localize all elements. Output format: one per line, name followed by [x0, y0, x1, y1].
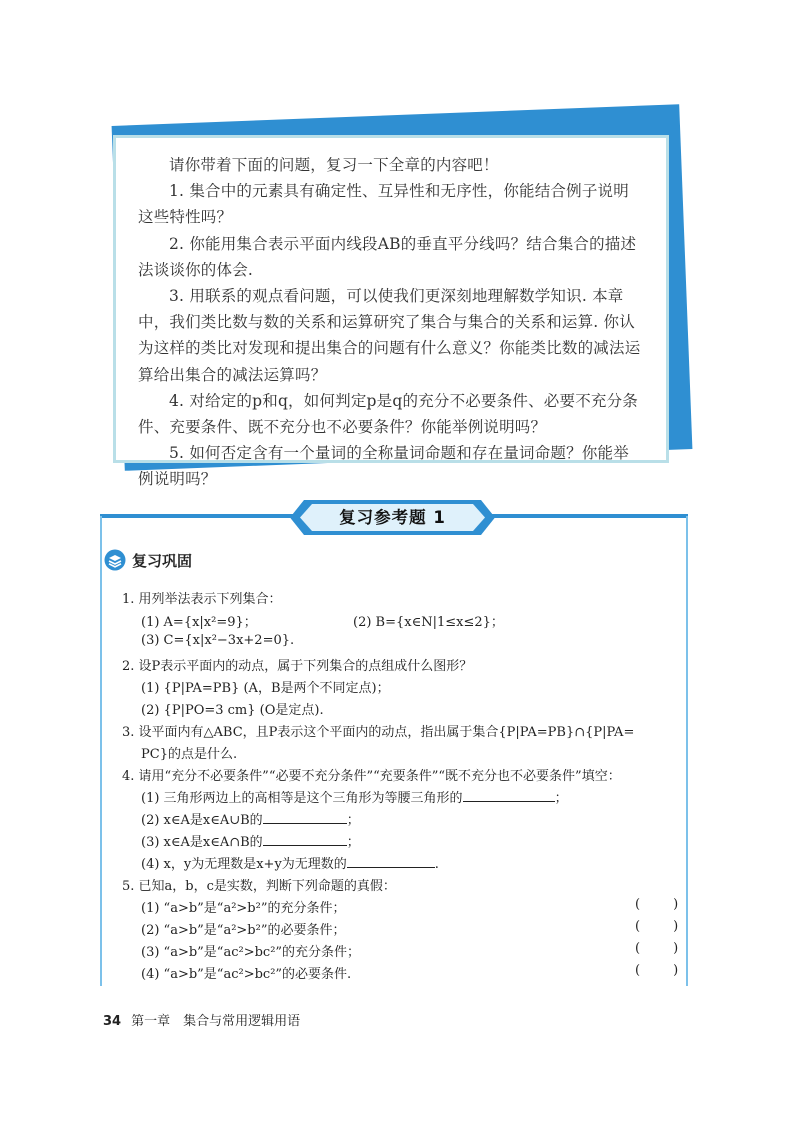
exercise-4-part-1 — [141, 787, 568, 806]
exercise-5-part-3: (3) “a>b”是“ac²>bc²”的充分条件； — [141, 945, 361, 960]
exercise-1-part-1: (1) A={x|x²=9}； — [141, 615, 257, 630]
answer-parentheses: ( ) — [635, 941, 679, 956]
page-number: 34 — [103, 1014, 122, 1029]
answer-parentheses: ( ) — [635, 897, 679, 912]
exercise-4-part-3-text: (3) x∈A是x∈A∩B的 — [141, 835, 263, 850]
exercise-1-part-3: (3) C={x|x²−3x+2=0}. — [141, 633, 295, 648]
title-banner — [290, 500, 495, 535]
review-box-text — [138, 152, 643, 493]
exercise-4: 4. 请用“充分不必要条件”“必要不充分条件”“充要条件”“既不充分也不必要条件”填空： — [122, 769, 621, 784]
exercise-2-part-1: (1) {P|PA=PB} (A，B是两个不同定点)； — [141, 681, 390, 696]
exercise-4-part-4-end: . — [434, 857, 439, 872]
exercise-5: 5. 已知a，b，c是实数，判断下列命题的真假： — [122, 879, 396, 894]
banner-title: 复习参考题 1 — [339, 508, 446, 527]
stack-layers-icon — [104, 549, 126, 571]
answer-blank — [263, 811, 347, 824]
chapter-title: 第一章 集合与常用逻辑用语 — [131, 1014, 301, 1029]
exercise-1-part-2: (2) B={x∈N|1≤x≤2}； — [353, 615, 504, 630]
review-question: 4. 对给定的p和q，如何判定p是q的充分不必要条件、必要不充分条件、充要条件、既不充分也不必要条件？你能举例说明吗？ — [138, 391, 639, 437]
exercise-4-part-1-end: ； — [554, 791, 568, 806]
exercise-4-part-2-text: (2) x∈A是x∈A∪B的 — [141, 813, 263, 828]
review-question: 3. 用联系的观点看问题，可以使我们更深刻地理解数学知识. 本章中，我们类比数与数的关系和运算研究了集合与集合的关系和运算. 你认为这样的类比对发现和提出集合的问题有什么意义？你能类比数的减法运算给出集合的减法运算吗？ — [138, 287, 641, 384]
exercise-2: 2. 设P表示平面内的动点，属于下列集合的点组成什么图形？ — [122, 659, 473, 674]
exercise-5-part-2: (2) “a>b”是“a²>b²”的必要条件； — [141, 923, 346, 938]
exercise-4-part-2-end: ； — [346, 813, 360, 828]
section-header — [104, 548, 192, 572]
review-question: 5. 如何否定含有一个量词的全称量词命题和存在量词命题？你能举例说明吗？ — [138, 444, 629, 489]
exercise-3-line-1: 3. 设平面内有△ABC，且P表示这个平面内的动点，指出属于集合{P|PA=PB}∩{P|PA= — [122, 725, 635, 740]
page-footer — [103, 1010, 300, 1029]
exercise-4-part-4-text: (4) x，y为无理数是x+y为无理数的 — [141, 857, 347, 872]
answer-parentheses: ( ) — [635, 963, 679, 978]
exercise-5-part-1: (1) “a>b”是“a²>b²”的充分条件； — [141, 901, 346, 916]
section-label: 复习巩固 — [132, 551, 193, 570]
answer-blank — [463, 789, 555, 802]
exercise-4-part-3 — [141, 831, 360, 850]
answer-blank — [263, 833, 347, 846]
exercise-4-part-3-end: ； — [346, 835, 360, 850]
review-question: 2. 你能用集合表示平面内线段AB的垂直平分线吗？结合集合的描述法谈谈你的体会. — [138, 234, 637, 279]
review-question: 1. 集合中的元素具有确定性、互异性和无序性，你能结合例子说明这些特性吗？ — [138, 182, 629, 227]
answer-blank — [347, 855, 435, 868]
answer-parentheses: ( ) — [635, 919, 679, 934]
exercise-4-part-1-text: (1) 三角形两边上的高相等是这个三角形为等腰三角形的 — [141, 791, 463, 806]
review-intro: 请你带着下面的问题，复习一下全章的内容吧！ — [169, 156, 499, 174]
exercise-2-part-2: (2) {P|PO=3 cm} (O是定点). — [141, 703, 324, 718]
exercise-5-part-4: (4) “a>b”是“ac²>bc²”的必要条件. — [141, 967, 352, 982]
exercise-4-part-4 — [141, 853, 439, 872]
exercise-3-line-2: PC}的点是什么. — [141, 747, 238, 762]
exercise-4-part-2 — [141, 809, 360, 828]
right-border — [686, 516, 688, 986]
exercise-1: 1. 用列举法表示下列集合： — [122, 592, 282, 607]
left-border — [100, 516, 102, 986]
